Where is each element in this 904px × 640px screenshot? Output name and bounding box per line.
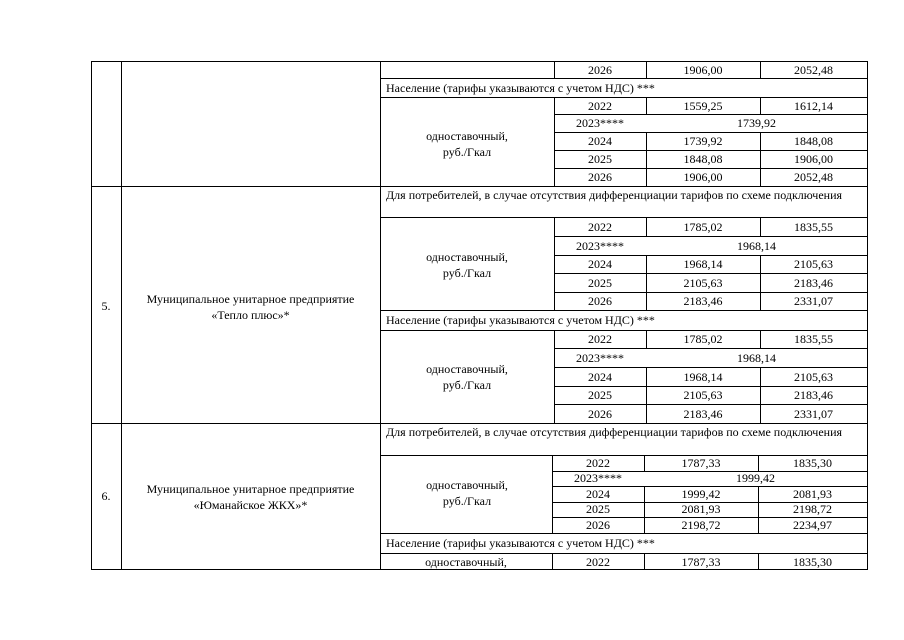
- value-cell: 2105,63: [794, 257, 833, 271]
- unit-label: одноставочный, руб./Гкал: [426, 129, 508, 159]
- divider: [554, 150, 868, 151]
- value-cell: 1968,14: [737, 351, 776, 365]
- row-separator: [91, 423, 868, 424]
- year-cell: 2023****: [576, 116, 624, 130]
- value-cell: 1835,30: [793, 555, 832, 569]
- value-cell: 2183,46: [794, 388, 833, 402]
- year-cell: 2024: [588, 134, 612, 148]
- year-cell: 2022: [586, 555, 610, 569]
- value-cell: 1968,14: [683, 257, 723, 271]
- year-cell: 2025: [588, 276, 612, 290]
- divider: [554, 292, 868, 293]
- divider: [554, 404, 868, 405]
- year-cell: 2024: [588, 257, 612, 271]
- year-cell: 2022: [588, 99, 612, 113]
- unit-label: одноставочный,: [425, 555, 507, 569]
- column-divider-number: [121, 61, 122, 570]
- value-cell: 1906,00: [683, 63, 723, 77]
- divider: [380, 533, 868, 534]
- value-cell: 1906,00: [794, 152, 833, 166]
- value-cell: 1968,14: [683, 370, 723, 384]
- year-cell: 2023****: [574, 471, 622, 485]
- value-cell: 1848,08: [794, 134, 833, 148]
- population-header: Население (тарифы указываются с учетом НДС) ***: [386, 81, 655, 95]
- value-cell: 1968,14: [737, 239, 776, 253]
- value-cell: 1787,33: [681, 456, 721, 470]
- value-cell: 2081,93: [793, 487, 832, 501]
- population-header: Население (тарифы указываются с учетом НДС) ***: [386, 313, 655, 327]
- value-cell: 1835,55: [794, 220, 833, 234]
- value-cell: 1739,92: [737, 116, 776, 130]
- divider: [554, 114, 868, 115]
- value-cell: 2052,48: [794, 170, 833, 184]
- divider: [380, 310, 868, 311]
- org-number: 6.: [101, 489, 111, 503]
- divider: [554, 168, 868, 169]
- consumers-header: Для потребителей, в случае отсутствия дифференциации тарифов по схеме подключения: [386, 425, 843, 439]
- value-cell: 2105,63: [794, 370, 833, 384]
- value-cell: 1785,02: [683, 220, 723, 234]
- year-cell: 2026: [588, 407, 612, 421]
- value-cell: 1739,92: [683, 134, 723, 148]
- value-cell: 2331,07: [794, 407, 833, 421]
- year-cell: 2022: [588, 332, 612, 346]
- divider: [380, 78, 868, 79]
- year-cell: 2026: [588, 170, 612, 184]
- year-cell: 2023****: [576, 239, 624, 253]
- unit-label: одноставочный, руб./Гкал: [426, 362, 508, 392]
- year-cell: 2022: [588, 220, 612, 234]
- value-cell: 2198,72: [793, 502, 832, 516]
- divider: [380, 553, 868, 554]
- value-cell: 2105,63: [683, 388, 723, 402]
- unit-label: одноставочный, руб./Гкал: [426, 478, 508, 508]
- divider: [554, 236, 868, 237]
- table-border-top: [91, 61, 868, 62]
- value-cell: 1835,55: [794, 332, 833, 346]
- value-cell: 1559,25: [683, 99, 723, 113]
- value-cell: 1999,42: [681, 487, 721, 501]
- value-cell: 2081,93: [681, 502, 721, 516]
- org-name: Муниципальное унитарное предприятие «Тепло плюс»*: [146, 292, 355, 322]
- value-cell: 2183,46: [683, 407, 723, 421]
- value-cell: 1785,02: [683, 332, 723, 346]
- table-border-bottom: [91, 569, 868, 570]
- divider: [554, 255, 868, 256]
- value-cell: 1612,14: [794, 99, 833, 113]
- year-cell: 2026: [588, 294, 612, 308]
- value-cell: 2052,48: [794, 63, 833, 77]
- divider: [554, 386, 868, 387]
- year-cell: 2025: [586, 502, 610, 516]
- row-separator: [91, 186, 868, 187]
- year-cell: 2025: [588, 152, 612, 166]
- consumers-header: Для потребителей, в случае отсутствия дифференциации тарифов по схеме подключения: [386, 188, 843, 202]
- year-cell: 2024: [588, 370, 612, 384]
- value-cell: 1999,42: [736, 471, 775, 485]
- year-cell: 2024: [586, 487, 610, 501]
- divider: [380, 97, 868, 98]
- value-cell: 2198,72: [681, 518, 721, 532]
- value-cell: 2183,46: [794, 276, 833, 290]
- value-cell: 1848,08: [683, 152, 723, 166]
- year-cell: 2025: [588, 388, 612, 402]
- divider: [380, 330, 868, 331]
- population-header: Население (тарифы указываются с учетом НДС) ***: [386, 536, 655, 550]
- year-cell: 2026: [588, 63, 612, 77]
- divider: [554, 367, 868, 368]
- table-border-right: [867, 61, 868, 570]
- value-cell: 2183,46: [683, 294, 723, 308]
- org-name: Муниципальное унитарное предприятие «Юманайское ЖКХ»*: [146, 482, 355, 512]
- divider: [380, 217, 868, 218]
- org-number: 5.: [101, 299, 111, 313]
- year-cell: 2022: [586, 456, 610, 470]
- divider: [554, 132, 868, 133]
- year-cell: 2023****: [576, 351, 624, 365]
- value-cell: 2105,63: [683, 276, 723, 290]
- value-cell: 1787,33: [681, 555, 721, 569]
- unit-label: одноставочный, руб./Гкал: [426, 250, 508, 280]
- divider: [554, 348, 868, 349]
- value-cell: 1906,00: [683, 170, 723, 184]
- divider: [554, 273, 868, 274]
- value-cell: 1835,30: [793, 456, 832, 470]
- value-cell: 2331,07: [794, 294, 833, 308]
- value-cell: 2234,97: [793, 518, 832, 532]
- year-cell: 2026: [586, 518, 610, 532]
